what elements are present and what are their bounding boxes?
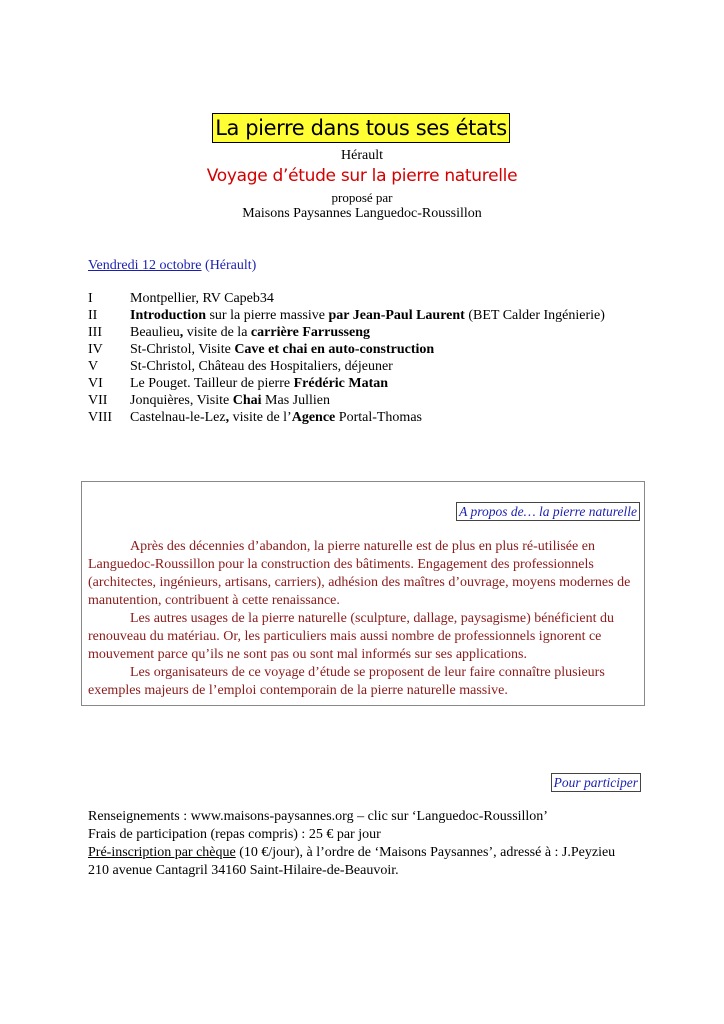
program-item-segment: visite de l’ <box>229 410 292 425</box>
program-item-highlight: , <box>225 410 230 425</box>
program-item-number: II <box>88 308 98 323</box>
trip-subtitle: Voyage d’étude sur la pierre naturelle <box>206 166 518 186</box>
program-item-highlight: carrière Farrusseng <box>250 325 371 340</box>
prereg-line <box>88 845 615 861</box>
program-item-highlight: par Jean-Paul Laurent <box>328 308 465 323</box>
program-item-number: VII <box>88 393 108 408</box>
program-item-segment: sur la pierre massive <box>205 308 329 323</box>
program-item-segment: St-Christol, Visite <box>130 342 235 357</box>
program-item-text <box>130 393 330 409</box>
program-item-highlight: Agence <box>291 410 336 425</box>
program-item-segment: Portal-Thomas <box>335 410 422 425</box>
program-item-highlight: Introduction <box>130 308 206 323</box>
program-item-number: VI <box>88 376 103 391</box>
info-line: Renseignements : www.maisons-paysannes.org – clic sur ‘Languedoc-Roussillon’ <box>88 809 548 824</box>
about-paragraph-2: Les autres usages de la pierre naturelle (sculpture, dallage, paysagisme) bénéficient du renouveau du matériau. Or, les particuliers mais aussi nombre de professionnels ignorent ce mouvement parce qu’ils ne sont pas ou sont mal informés sur ses applications. <box>88 611 614 662</box>
fees-line: Frais de participation (repas compris) : 25 € par jour <box>88 827 381 842</box>
program-item-highlight: Cave et chai en auto-construction <box>234 342 435 357</box>
organizer-name: Maisons Paysannes Languedoc-Roussillon <box>242 206 482 221</box>
program-item-segment: Mas Jullien <box>261 393 330 408</box>
program-item-number: VIII <box>88 410 113 425</box>
program-item-text <box>130 342 434 358</box>
prereg-label: Pré-inscription par chèque <box>88 845 236 860</box>
program-item-highlight: Chai <box>232 393 262 408</box>
participate-heading-tag: Pour participer <box>551 773 641 792</box>
program-item-text <box>130 376 388 392</box>
program-item-text <box>130 410 422 426</box>
about-text <box>88 538 640 700</box>
program-item-text <box>130 291 274 307</box>
prereg-details: (10 €/jour), à l’ordre de ‘Maisons Paysannes’, adressé à : J.Peyzieu <box>235 845 616 860</box>
program-item-segment: (BET Calder Ingénierie) <box>464 308 605 323</box>
program-item-text <box>130 308 605 324</box>
trip-date <box>88 258 256 274</box>
about-paragraph-1: Après des décennies d’abandon, la pierre naturelle est de plus en plus ré-utilisée en Languedoc-Roussillon pour la construction des bâtiments. Engagement des professionnels (architectes, ingénieurs, artisans, carriers), adhésion des maîtres d’ouvrage, moyens modernes de manutention, contribuent à cette renaissance. <box>88 539 631 608</box>
program-item-segment: Beaulieu <box>130 325 180 340</box>
address-line: 210 avenue Cantagril 34160 Saint-Hilaire-de-Beauvoir. <box>88 863 399 878</box>
program-item-number: III <box>88 325 102 340</box>
program-item-segment: Le Pouget. Tailleur de pierre <box>130 376 294 391</box>
program-item-segment: St-Christol, Château des Hospitaliers, déjeuner <box>130 359 393 374</box>
page-title: La pierre dans tous ses états <box>215 116 507 140</box>
program-item-segment: Jonquières, Visite <box>130 393 233 408</box>
trip-day: Vendredi 12 octobre <box>88 258 202 273</box>
program-item-number: IV <box>88 342 103 357</box>
program-item-segment: visite de la <box>183 325 251 340</box>
program-item-segment: Montpellier, RV Capeb34 <box>130 291 274 306</box>
program-item-number: V <box>88 359 99 374</box>
program-item-highlight: , <box>179 325 184 340</box>
proposed-by-label: proposé par <box>331 190 393 205</box>
trip-place: (Hérault) <box>201 258 257 273</box>
program-item-text <box>130 325 370 341</box>
region-heading: Hérault <box>341 148 383 163</box>
program-item-number: I <box>88 291 93 306</box>
about-heading-tag: A propos de… la pierre naturelle <box>456 502 640 521</box>
program-item-highlight: Frédéric Matan <box>293 376 389 391</box>
about-paragraph-3: Les organisateurs de ce voyage d’étude se proposent de leur faire connaître plusieurs exemples majeurs de l’emploi contemporain de la pierre naturelle massive. <box>88 665 605 698</box>
program-item-segment: Castelnau-le-Lez <box>130 410 226 425</box>
program-item-text <box>130 359 393 375</box>
